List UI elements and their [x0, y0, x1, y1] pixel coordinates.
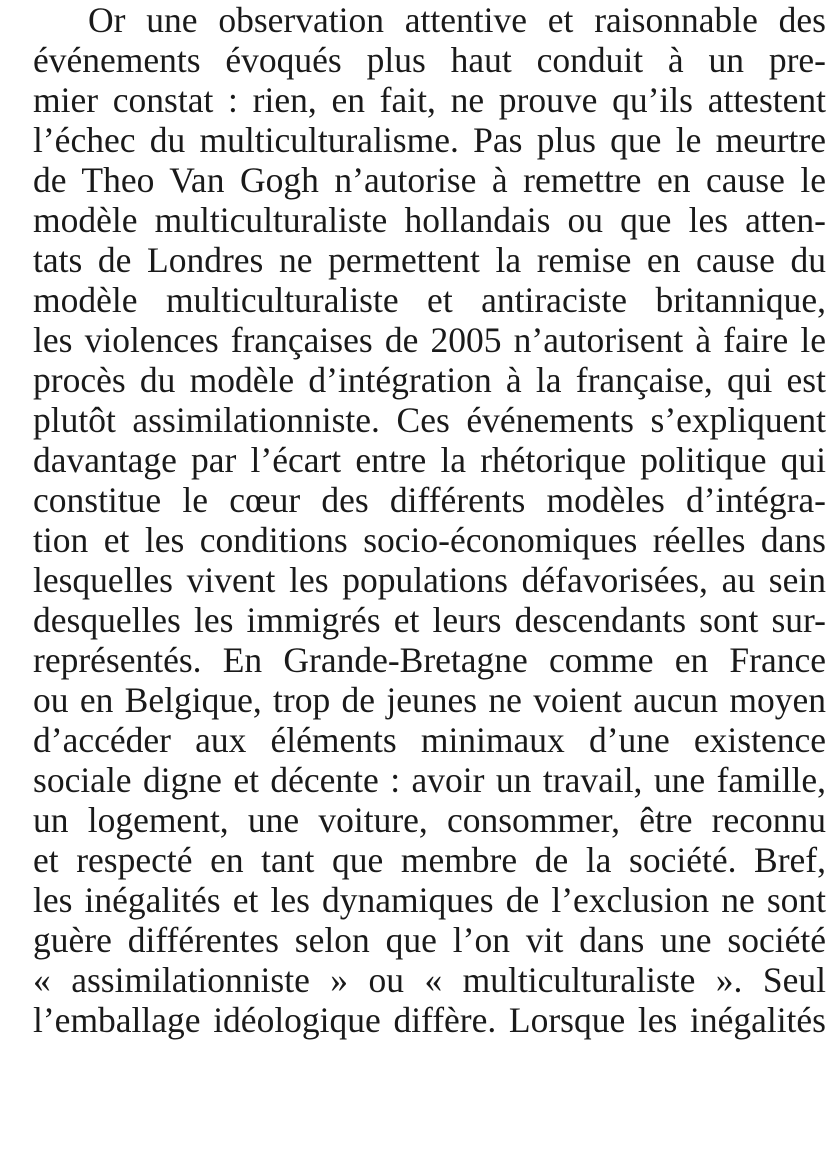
text-line-24: guère différentes selon que l’on vit dans une société	[33, 920, 826, 960]
text-line-19: d’accéder aux éléments minimaux d’une existence	[33, 720, 826, 760]
text-line-18: ou en Belgique, trop de jeunes ne voient aucun moyen	[33, 680, 826, 720]
text-line-8: modèle multiculturaliste et antiraciste britannique,	[33, 280, 826, 320]
text-line-5: de Theo Van Gogh n’autorise à remettre en cause le	[33, 160, 826, 200]
text-line-1: Or une observation attentive et raisonnable des	[88, 0, 826, 40]
text-line-10: procès du modèle d’intégration à la française, qui est	[33, 360, 826, 400]
paragraph	[33, 0, 826, 1040]
text-line-3: mier constat : rien, en fait, ne prouve qu’ils attestent	[33, 80, 826, 120]
text-line-15: lesquelles vivent les populations défavorisées, au sein	[33, 560, 826, 600]
text-line-23: les inégalités et les dynamiques de l’exclusion ne sont	[33, 880, 826, 920]
text-line-13: constitue le cœur des différents modèles d’intégra-	[33, 480, 826, 520]
text-line-25: « assimilationniste » ou « multiculturaliste ». Seul	[33, 960, 826, 1000]
text-line-17: représentés. En Grande-Bretagne comme en France	[33, 640, 826, 680]
text-line-26: l’emballage idéologique diffère. Lorsque les inégalités	[33, 1000, 826, 1040]
text-line-9: les violences françaises de 2005 n’autorisent à faire le	[33, 320, 826, 360]
text-line-12: davantage par l’écart entre la rhétorique politique qui	[33, 440, 826, 480]
text-line-22: et respecté en tant que membre de la société. Bref,	[33, 840, 826, 880]
text-line-4: l’échec du multiculturalisme. Pas plus que le meurtre	[33, 120, 826, 160]
text-line-11: plutôt assimilationniste. Ces événements s’expliquent	[33, 400, 826, 440]
text-line-21: un logement, une voiture, consommer, être reconnu	[33, 800, 826, 840]
text-line-20: sociale digne et décente : avoir un travail, une famille,	[33, 760, 826, 800]
text-line-16: desquelles les immigrés et leurs descendants sont sur-	[33, 600, 826, 640]
text-line-14: tion et les conditions socio-économiques réelles dans	[33, 520, 826, 560]
text-line-7: tats de Londres ne permettent la remise en cause du	[33, 240, 826, 280]
text-line-2: événements évoqués plus haut conduit à un pre-	[33, 40, 826, 80]
text-line-6: modèle multiculturaliste hollandais ou que les atten-	[33, 200, 826, 240]
